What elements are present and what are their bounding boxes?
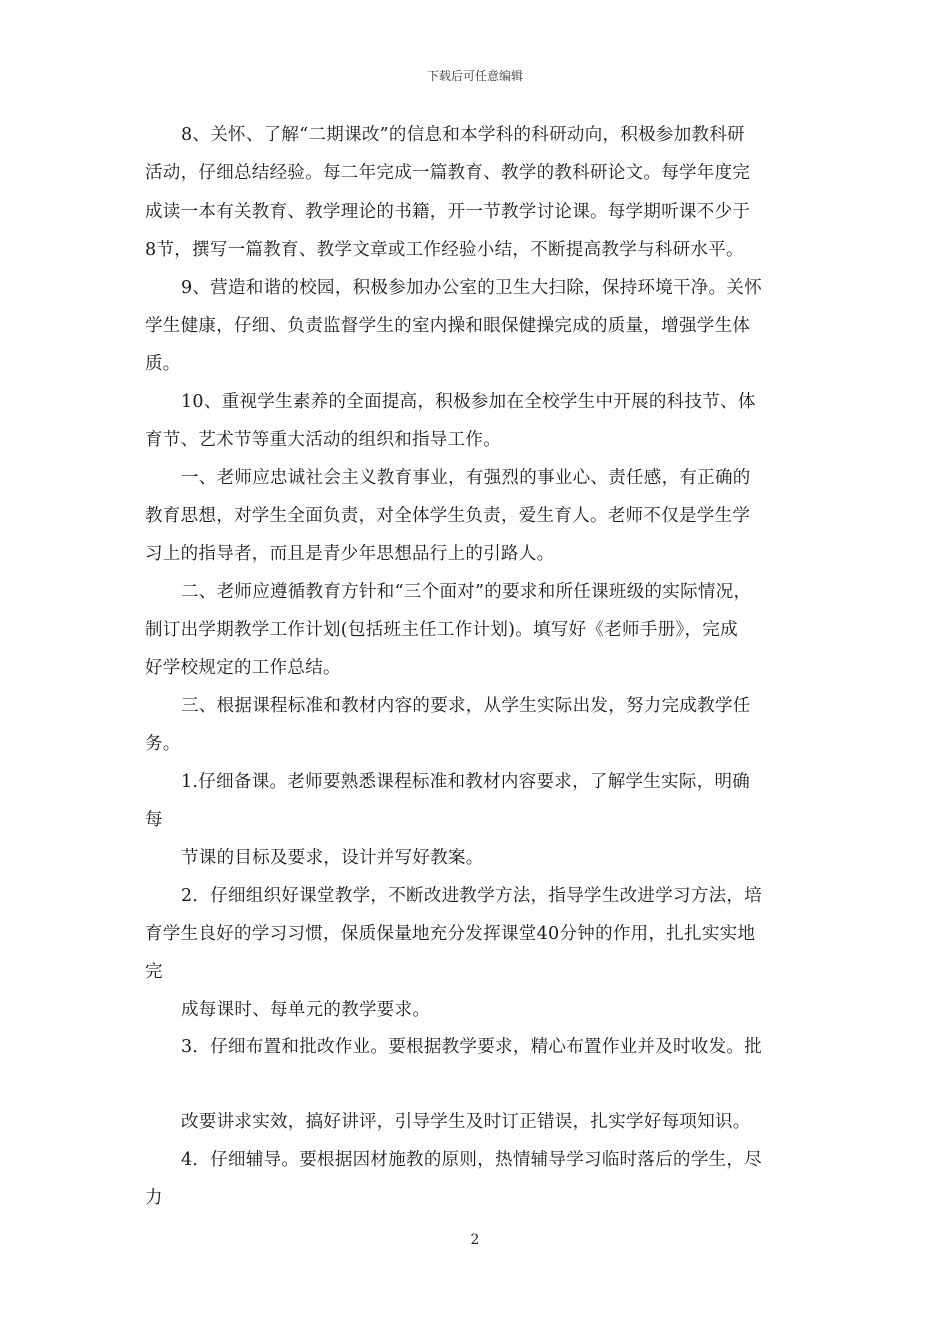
text-line: 教育思想，对学生全面负责，对全体学生负责，爱生育人。老师不仅是学生学 — [145, 506, 751, 526]
text-line: 9、营造和谐的校园，积极参加办公室的卫生大扫除，保持环境干净。关怀 — [181, 278, 763, 298]
text-line: 完 — [145, 962, 163, 982]
text-line: 一、老师应忠诚社会主义教育事业，有强烈的事业心、责任感，有正确的 — [181, 468, 751, 488]
text-line: 1.仔细备课。老师要熟悉课程标准和教材内容要求，了解学生实际，明确 — [181, 772, 751, 792]
text-line: 8、关怀、了解“二期课改”的信息和本学科的科研动向，积极参加教科研 — [181, 125, 745, 145]
text-line: 育学生良好的学习习惯，保质保量地充分发挥课堂40分钟的作用，扎扎实实地 — [145, 924, 756, 944]
text-line: 成读一本有关教育、教学理论的书籍，开一节教学讨论课。每学期听课不少于 — [145, 202, 751, 222]
text-line: 成每课时、每单元的教学要求。 — [181, 1000, 431, 1020]
text-line: 活动，仔细总结经验。每二年完成一篇教育、教学的教科研论文。每学年度完 — [145, 163, 751, 183]
text-line: 二、老师应遵循教育方针和“三个面对”的要求和所任课班级的实际情况， — [181, 582, 752, 602]
text-line: 三、根据课程标准和教材内容的要求，从学生实际出发，努力完成教学任 — [181, 696, 751, 716]
page-number: 2 — [470, 1232, 480, 1248]
text-line: 学生健康，仔细、负责监督学生的室内操和眼保健操完成的质量，增强学生体 — [145, 316, 751, 336]
text-line: 务。 — [145, 734, 181, 754]
text-line: 每 — [145, 810, 163, 830]
text-line: 育节、艺术节等重大活动的组织和指导工作。 — [145, 430, 501, 450]
text-line: 2．仔细组织好课堂教学，不断改进教学方法，指导学生改进学习方法，培 — [181, 886, 763, 906]
text-line: 8节，撰写一篇教育、教学文章或工作经验小结，不断提高教学与科研水平。 — [145, 240, 744, 260]
text-line: 3．仔细布置和批改作业。要根据教学要求，精心布置作业并及时收发。批 — [181, 1037, 763, 1057]
text-line: 4．仔细辅导。要根据因材施教的原则，热情辅导学习临时落后的学生，尽 — [181, 1150, 763, 1170]
text-line: 好学校规定的工作总结。 — [145, 658, 341, 678]
page-header: 下载后可任意编辑 — [426, 69, 523, 83]
text-line: 制订出学期教学工作计划(包括班主任工作计划)。填写好《老师手册》，完成 — [145, 620, 738, 640]
text-line: 力 — [145, 1188, 163, 1208]
text-line: 质。 — [145, 354, 181, 374]
text-line: 10、重视学生素养的全面提高，积极参加在全校学生中开展的科技节、体 — [181, 392, 756, 412]
text-line: 节课的目标及要求，设计并写好教案。 — [181, 848, 484, 868]
text-line: 改要讲求实效，搞好讲评，引导学生及时订正错误，扎实学好每项知识。 — [181, 1112, 751, 1132]
text-line: 习上的指导者，而且是青少年思想品行上的引路人。 — [145, 544, 555, 564]
